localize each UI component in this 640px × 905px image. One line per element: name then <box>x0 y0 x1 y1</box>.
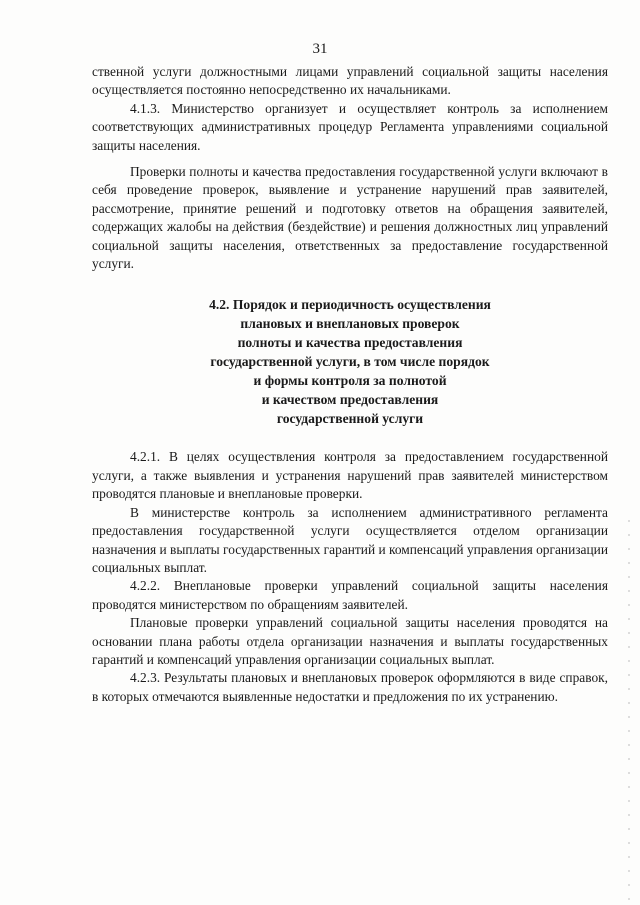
scan-artifact <box>628 520 630 900</box>
paragraph-planned-inspections: Плановые проверки управлений социальной защиты населения проводятся на основании плана работы отдела организации назначения и выплаты государственных гарантий и компенсаций управления организации социальных выплат. <box>92 615 608 667</box>
paragraph-4-2-2: 4.2.2. Внеплановые проверки управлений социальной защиты населения проводятся министерством по обращениям заявителей. <box>92 578 608 612</box>
heading-line: 4.2. Порядок и периодичность осуществления <box>209 297 491 313</box>
heading-line: государственной услуги, в том числе порядок <box>210 354 490 370</box>
heading-line: плановых и внеплановых проверок <box>240 316 460 332</box>
paragraph-continuation: ственной услуги должностными лицами управлений социальной защиты населения осуществляется постоянно непосредственно их начальниками. <box>92 64 608 98</box>
paragraph-inspections: Проверки полноты и качества предоставления государственной услуги включают в себя проведение проверок, выявление и устранение нарушений прав заявителей, рассмотрение, принятие решений и подготовку ответов на обращения заявителей, содержащих жалобы на действия (бездействие) и решения должностных лиц управлений социальной защиты населения, ответственных за предоставление государственной услуги. <box>92 164 608 272</box>
heading-line: и качеством предоставления <box>261 392 439 408</box>
paragraph-4-1-3: 4.1.3. Министерство организует и осуществляет контроль за исполнением соответствующих административных процедур Регламента управлениями социальной защиты населения. <box>92 100 608 153</box>
paragraph-4-2-1: 4.2.1. В целях осуществления контроля за предоставлением государственной услуги, а также выявления и устранения нарушений прав заявителей министерством проводятся плановые и внеплановые проверки. <box>92 449 608 502</box>
page-number: 31 <box>312 41 328 57</box>
document-body <box>92 63 608 706</box>
paragraph-4-2-3: 4.2.3. Результаты плановых и внеплановых проверок оформляются в виде справок, в которых отмечаются выявленные недостатки и предложения по их устранению. <box>92 670 608 704</box>
heading-line: полноты и качества предоставления <box>237 335 463 351</box>
heading-line: государственной услуги <box>276 411 424 427</box>
section-heading <box>92 295 608 428</box>
paragraph-control-department: В министерстве контроль за исполнением административного регламента предоставления государственной услуги осуществляется отделом организации назначения и выплаты государственных гарантий и компенсаций управления организации социальных выплат. <box>92 504 608 575</box>
heading-line: и формы контроля за полнотой <box>253 373 447 389</box>
